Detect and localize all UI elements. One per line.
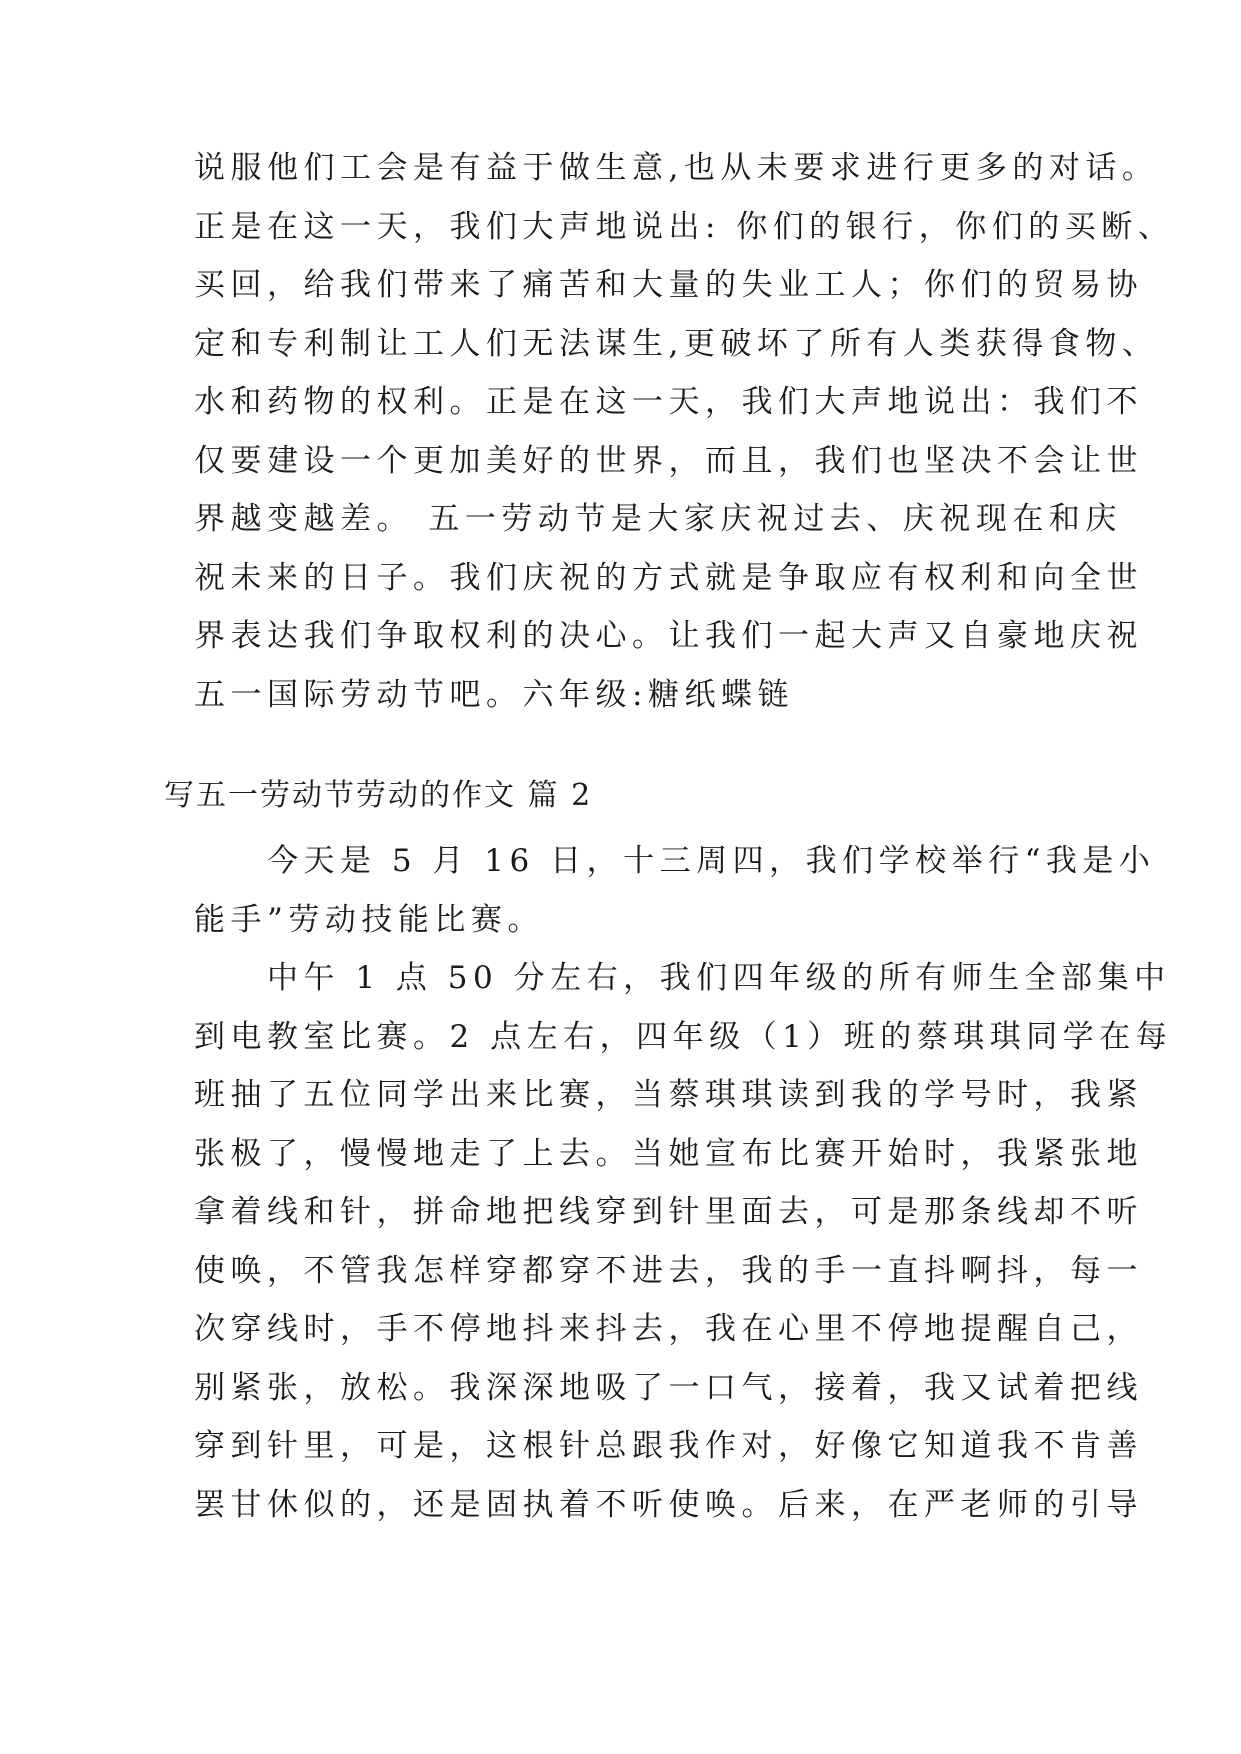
body-line: 穿到针里，可是，这根针总跟我作对，好像它知道我不肯善: [194, 1428, 1143, 1464]
body-line: 班抽了五位同学出来比赛，当蔡琪琪读到我的学号时，我紧: [194, 1077, 1143, 1113]
body-line: 使唤，不管我怎样穿都穿不进去，我的手一直抖啊抖，每一: [194, 1253, 1143, 1289]
body-line: 祝未来的日子。我们庆祝的方式就是争取应有权利和向全世: [194, 560, 1143, 596]
body-line: 仅要建设一个更加美好的世界，而且，我们也坚决不会让世: [194, 443, 1143, 479]
body-line: 买回，给我们带来了痛苦和大量的失业工人；你们的贸易协: [194, 267, 1143, 303]
body-line: 正是在这一天，我们大声地说出: 你们的银行，你们的买断、: [194, 209, 1175, 245]
body-line: 别紧张，放松。我深深地吸了一口气，接着，我又试着把线: [194, 1370, 1143, 1406]
body-line: 今天是 5 月 16 日，十三周四，我们学校举行“我是小: [194, 843, 1156, 879]
section-2-heading: 写五一劳动节劳动的作文 篇 2: [164, 778, 593, 813]
body-line: 能手”劳动技能比赛。: [194, 902, 544, 938]
body-line: 拿着线和针，拼命地把线穿到针里面去，可是那条线却不听: [194, 1194, 1143, 1230]
body-line: 到电教室比赛。2 点左右，四年级（1）班的蔡琪琪同学在每: [194, 1019, 1173, 1055]
body-line: 张极了，慢慢地走了上去。当她宣布比赛开始时，我紧张地: [194, 1136, 1143, 1172]
body-line: 说服他们工会是有益于做生意,也从未要求进行更多的对话。: [194, 150, 1159, 186]
body-line: 罢甘休似的，还是固执着不听使唤。后来，在严老师的引导: [194, 1487, 1143, 1523]
body-line: 水和药物的权利。正是在这一天，我们大声地说出：我们不: [194, 384, 1143, 420]
body-line: 中午 1 点 50 分左右，我们四年级的所有师生全部集中: [194, 960, 1171, 996]
body-line: 界表达我们争取权利的决心。让我们一起大声又自豪地庆祝: [194, 618, 1143, 654]
body-line: 界越变越差。 五一劳动节是大家庆祝过去、庆祝现在和庆: [194, 501, 1122, 537]
body-line: 次穿线时，手不停地抖来抖去，我在心里不停地提醒自己，: [194, 1311, 1143, 1347]
body-line: 定和专利制让工人们无法谋生,更破坏了所有人类获得食物、: [194, 326, 1159, 362]
body-line: 五一国际劳动节吧。六年级:糖纸蝶链: [194, 677, 794, 713]
